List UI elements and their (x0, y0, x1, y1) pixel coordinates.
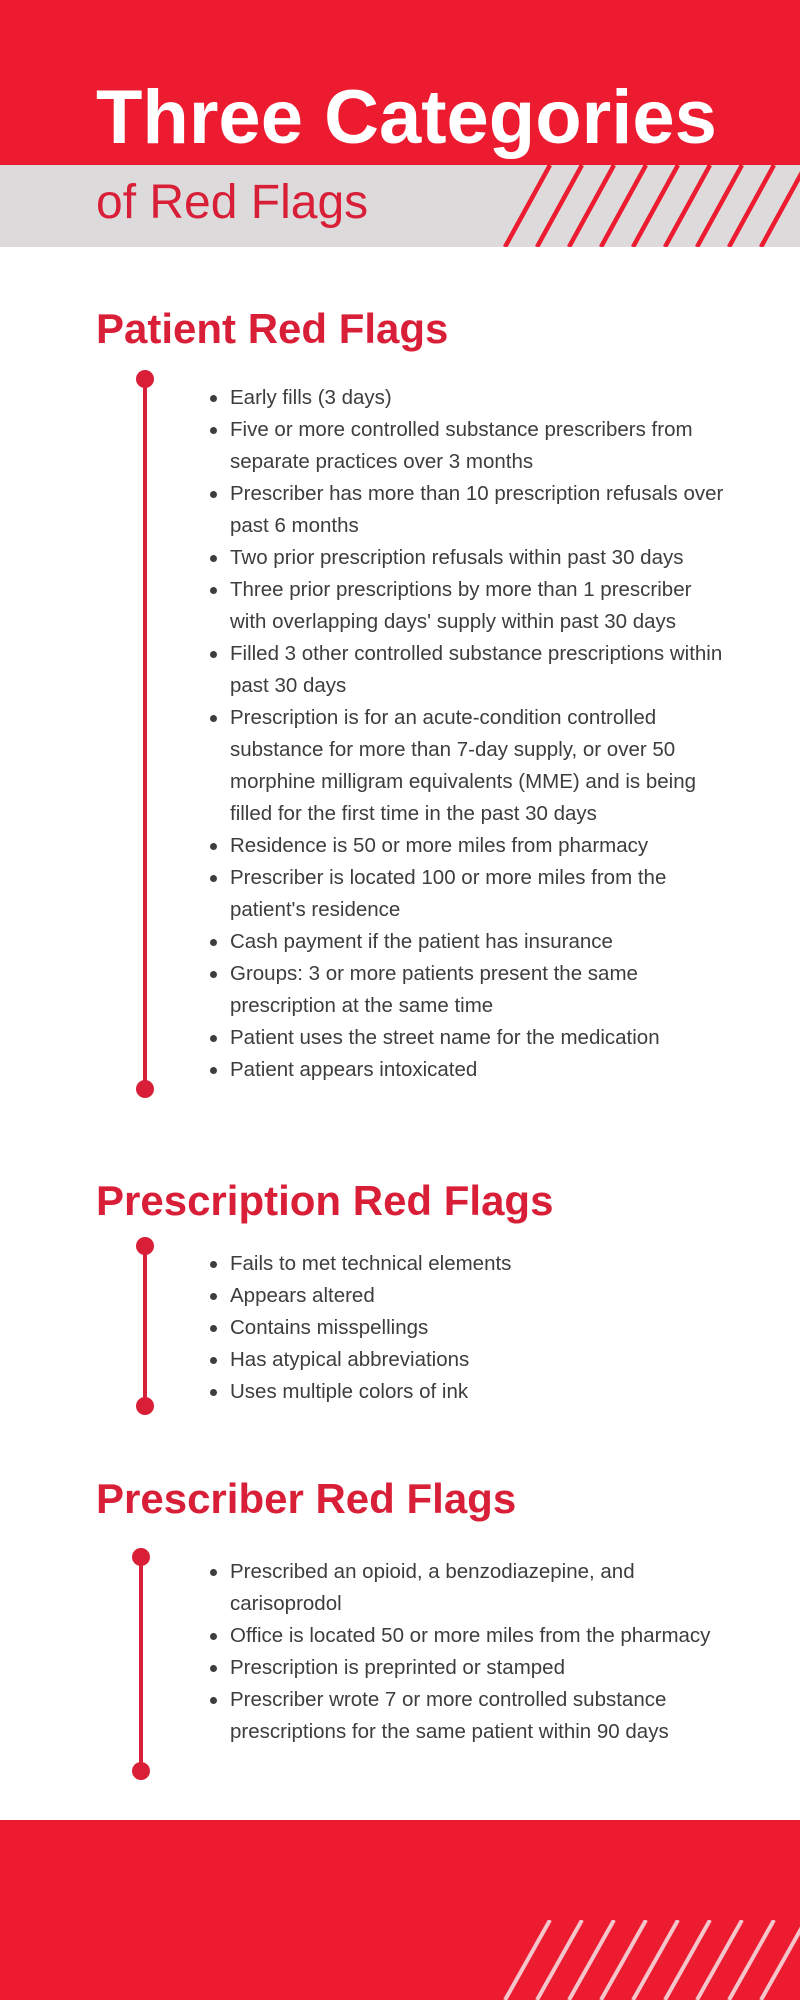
header-banner (0, 0, 800, 165)
list-item: Prescriber is located 100 or more miles from the patient's residence (210, 862, 730, 926)
list-item: Uses multiple colors of ink (210, 1376, 730, 1408)
list-item: Three prior prescriptions by more than 1 prescriber with overlapping days' supply within past 30 days (210, 574, 730, 638)
list-item: Prescribed an opioid, a benzodiazepine, and carisoprodol (210, 1556, 730, 1620)
timeline-dot-end (132, 1762, 150, 1780)
timeline-line (143, 1245, 147, 1407)
timeline-prescriber (132, 1548, 150, 1780)
diagonal-stripes-decoration (500, 165, 800, 247)
timeline-dot-start (136, 1237, 154, 1255)
list-item: Prescription is preprinted or stamped (210, 1652, 730, 1684)
list-item: Early fills (3 days) (210, 382, 730, 414)
list-item: Fails to met technical elements (210, 1248, 730, 1280)
list-item: Appears altered (210, 1280, 730, 1312)
list-item: Has atypical abbreviations (210, 1344, 730, 1376)
page-subtitle: of Red Flags (96, 176, 369, 229)
list-item: Cash payment if the patient has insurance (210, 926, 730, 958)
list-item: Patient uses the street name for the medication (210, 1022, 730, 1054)
timeline-patient (136, 370, 154, 1098)
list-item: Residence is 50 or more miles from pharmacy (210, 830, 730, 862)
list-item: Prescriber wrote 7 or more controlled substance prescriptions for the same patient within 90 days (210, 1684, 730, 1748)
patient-flags-list (210, 382, 730, 1086)
list-item: Prescription is for an acute-condition controlled substance for more than 7-day supply, or over 50 morphine milligram equivalents (MME) and is being filled for the first time in the past 30 days (210, 702, 730, 830)
prescription-flags-list (210, 1248, 730, 1408)
list-item: Filled 3 other controlled substance prescriptions within past 30 days (210, 638, 730, 702)
timeline-dot-end (136, 1080, 154, 1098)
diagonal-stripes-decoration (500, 1920, 800, 2000)
timeline-prescription (136, 1237, 154, 1415)
footer-banner (0, 1820, 800, 2000)
section-title-prescription: Prescription Red Flags (96, 1177, 554, 1224)
list-item: Two prior prescription refusals within past 30 days (210, 542, 730, 574)
timeline-line (139, 1556, 143, 1772)
list-item: Contains misspellings (210, 1312, 730, 1344)
section-title-prescriber: Prescriber Red Flags (96, 1475, 517, 1522)
page-title: Three Categories (96, 75, 717, 160)
list-item: Office is located 50 or more miles from the pharmacy (210, 1620, 730, 1652)
prescriber-flags-list (210, 1556, 730, 1748)
timeline-dot-start (136, 370, 154, 388)
list-item: Groups: 3 or more patients present the same prescription at the same time (210, 958, 730, 1022)
section-title-patient: Patient Red Flags (96, 305, 449, 352)
timeline-line (143, 378, 147, 1090)
subtitle-band (0, 165, 800, 247)
list-item: Five or more controlled substance prescribers from separate practices over 3 months (210, 414, 730, 478)
list-item: Patient appears intoxicated (210, 1054, 730, 1086)
timeline-dot-start (132, 1548, 150, 1566)
timeline-dot-end (136, 1397, 154, 1415)
list-item: Prescriber has more than 10 prescription refusals over past 6 months (210, 478, 730, 542)
